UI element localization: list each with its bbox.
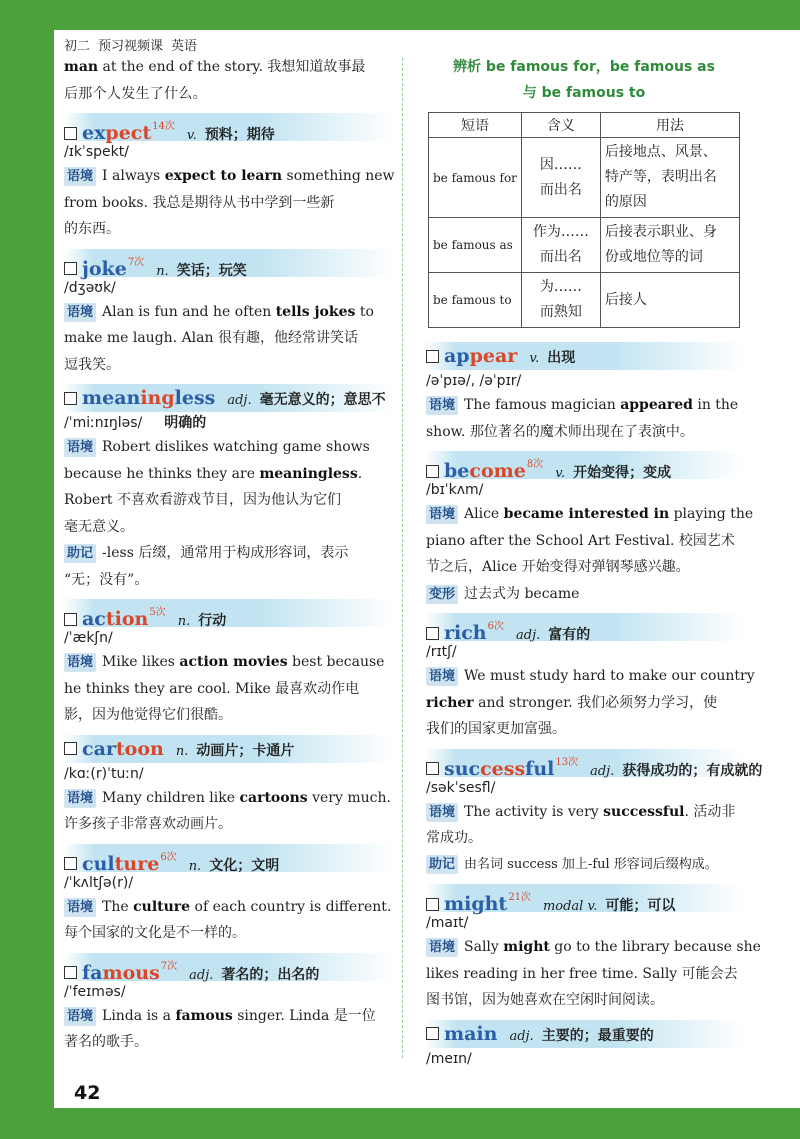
header-course: 预习视频课 <box>98 39 164 54</box>
example-label: 语境 <box>64 789 96 808</box>
memory-line: 助记 -less 后缀，通常用于构成形容词，表示 <box>64 540 394 567</box>
checkbox[interactable] <box>426 627 439 640</box>
headword-row: expect$^{14次}$v. 预料；期待 <box>64 113 394 141</box>
header-subject: 英语 <box>171 39 198 54</box>
column-divider <box>402 58 403 1058</box>
example-line: 语境 The culture of each country is different. <box>64 894 394 921</box>
usage-cell: 后接人 <box>600 273 739 328</box>
headword-row: appear v. 出现 <box>426 342 742 370</box>
phonetic: /səkˈsesfl/ <box>426 779 496 796</box>
checkbox[interactable] <box>64 742 77 755</box>
example-label: 语境 <box>426 667 458 686</box>
page <box>54 30 800 1108</box>
example-line: 语境 Alice became interested in playing the <box>426 501 742 528</box>
entry-successful <box>426 749 763 879</box>
memory-label: 助记 <box>64 544 96 563</box>
example-line: 许多孩子非常喜欢动画片。 <box>64 816 232 832</box>
phonetic: /ˈkʌltʃə(r)/ <box>64 874 134 891</box>
page-header <box>64 35 197 54</box>
example-line: 著名的歌手。 <box>64 1034 148 1050</box>
meaning-cell: 为…… 而熟知 <box>521 273 600 328</box>
example-line: 每个国家的文化是不一样的。 <box>64 925 246 941</box>
entry-famous <box>64 953 394 1056</box>
count-badge: 8次 <box>526 459 544 470</box>
phonetic: /ˈfeɪməs/ <box>64 983 126 1000</box>
checkbox[interactable] <box>426 465 439 478</box>
example-line: 语境 Robert dislikes watching game shows <box>64 434 394 461</box>
entry-main <box>426 1020 742 1070</box>
intro-line: man at the end of the story. 我想知道故事最 <box>64 59 366 75</box>
checkbox[interactable] <box>426 1027 439 1040</box>
entry-rich <box>426 613 755 743</box>
column-header: 含义 <box>521 113 600 138</box>
table-header-row <box>429 113 740 138</box>
example-line: likes reading in her free time. Sally 可能会去 <box>426 965 738 982</box>
example-line: 语境 We must study hard to make our country <box>426 663 742 690</box>
page-number: 42 <box>74 1082 101 1104</box>
checkbox[interactable] <box>64 262 77 275</box>
entry-become <box>426 451 754 607</box>
checkbox[interactable] <box>64 392 77 405</box>
table-row <box>429 138 740 218</box>
phonetic: /kɑː(r)ˈtuːn/ <box>64 765 144 782</box>
example-line: he thinks they are cool. Mike 最喜欢动作电 <box>64 680 360 697</box>
phrase-cell: be famous to <box>429 273 522 328</box>
count-badge: 6次 <box>160 851 177 863</box>
example-line: 图书馆，因为她喜欢在空闲时间阅读。 <box>426 992 664 1008</box>
example-line: 语境 I always expect to learn something new <box>64 163 394 190</box>
checkbox[interactable] <box>64 613 77 626</box>
example-line: 语境 Mike likes action movies best because <box>64 649 394 676</box>
phonetic: /ˈækʃn/ <box>64 630 113 646</box>
example-label: 语境 <box>64 898 96 917</box>
left-column <box>64 54 394 1056</box>
usage-cell: 后接表示职业、身 份或地位等的词 <box>600 218 739 273</box>
headword-row: might$^{21次}$modal v. 可能；可以 <box>426 884 742 912</box>
example-label: 语境 <box>64 167 96 186</box>
phonetic: /ɪkˈspekt/ <box>64 144 129 160</box>
entry-might <box>426 884 761 1014</box>
example-line: 语境 The famous magician appeared in the <box>426 392 742 419</box>
entry-culture <box>64 844 394 947</box>
memory-label: 助记 <box>426 855 458 874</box>
entry-cartoon <box>64 735 394 838</box>
example-label: 语境 <box>426 505 458 524</box>
memory-line: 助记 由名词 success 加上-ful 形容词后缀构成。 <box>426 852 742 879</box>
example-line: make me laugh. Alan 很有趣，他经常讲笑话 <box>64 330 358 346</box>
headword-row: rich$^{6次}$adj. 富有的 <box>426 613 742 641</box>
example-line: piano after the School Art Festival. 校园艺术 <box>426 532 735 549</box>
example-line: 毫无意义。 <box>64 518 134 535</box>
comparison-title: 辨析 be famous for，be famous as <box>453 59 715 75</box>
example-label: 语境 <box>426 938 458 957</box>
comparison-table <box>428 112 740 328</box>
example-line: 影，因为他觉得它们很酷。 <box>64 707 232 723</box>
checkbox[interactable] <box>64 857 77 870</box>
example-line: from books. 我总是期待从书中学到一些新 <box>64 194 335 211</box>
checkbox[interactable] <box>64 966 77 979</box>
phonetic: /bɪˈkʌm/ <box>426 482 484 498</box>
table-row <box>429 218 740 273</box>
phonetic: /rɪtʃ/ <box>426 644 457 660</box>
headword-row: famous$^{7次}$adj. 著名的；出名的 <box>64 953 394 981</box>
headword-row: culture$^{6次}$n. 文化；文明 <box>64 844 394 872</box>
count-badge: 21次 <box>508 892 531 903</box>
example-line: 语境 The activity is very successful. 活动非 <box>426 799 742 826</box>
phonetic: /əˈpɪə/, /əˈpɪr/ <box>426 373 522 389</box>
phrase-cell: be famous for <box>429 138 522 218</box>
table-row <box>429 273 740 328</box>
column-header: 用法 <box>600 113 739 138</box>
example-line: 常成功。 <box>426 830 482 846</box>
phonetic: /maɪt/ <box>426 915 469 931</box>
example-line: 语境 Sally might go to the library because she <box>426 934 742 961</box>
example-label: 语境 <box>64 303 96 322</box>
count-badge: 7次 <box>160 960 178 972</box>
column-header: 短语 <box>429 113 522 138</box>
variation-line: 变形 过去式为 became <box>426 581 742 608</box>
memory-line: “无；没有”。 <box>64 571 149 588</box>
example-line: 节之后，Alice 开始变得对弹钢琴感兴趣。 <box>426 559 690 575</box>
count-badge: 13次 <box>555 756 579 768</box>
entry-expect <box>64 113 394 243</box>
entry-meaningless <box>64 384 394 593</box>
example-label: 语境 <box>64 653 96 672</box>
example-line: 我们的国家更加富强。 <box>426 721 566 737</box>
headword-row: successful$^{13次}$adj. 获得成功的；有成就的 <box>426 749 742 777</box>
example-line: richer and stronger. 我们必须努力学习，使 <box>426 694 718 711</box>
count-badge: 14次 <box>152 121 175 132</box>
phrase-cell: be famous as <box>429 218 522 273</box>
variation-label: 变形 <box>426 585 458 604</box>
checkbox[interactable] <box>426 762 439 775</box>
example-line: 语境 Linda is a famous singer. Linda 是一位 <box>64 1003 394 1030</box>
phonetic: /meɪn/ <box>426 1050 472 1067</box>
meaning-cell: 作为…… 而出名 <box>521 218 600 273</box>
entry-appear <box>426 342 742 445</box>
headword-row: meaningless adj. 毫无意义的；意思不 <box>64 384 394 412</box>
phonetic: /ˈmiːnɪŋləs/ 明确的 <box>64 415 207 431</box>
checkbox[interactable] <box>426 350 439 363</box>
example-label: 语境 <box>64 438 96 457</box>
entry-action <box>64 599 394 729</box>
example-line: 语境 Alan is fun and he often tells jokes to <box>64 299 394 326</box>
headword-row: action$^{5次}$n. 行动 <box>64 599 394 627</box>
entry-joke <box>64 249 394 379</box>
headword-row: cartoon n. 动画片；卡通片 <box>64 735 394 763</box>
phonetic: /dʒəʊk/ <box>64 279 116 296</box>
example-line: 逗我笑。 <box>64 356 120 373</box>
example-label: 语境 <box>64 1007 96 1026</box>
example-line: 的东西。 <box>64 221 120 237</box>
headword-row: main adj. 主要的；最重要的 <box>426 1020 742 1048</box>
count-badge: 5次 <box>149 607 166 618</box>
intro-line: 后那个人发生了什么。 <box>64 85 207 102</box>
example-line: 语境 Many children like cartoons very much. <box>64 785 394 812</box>
example-label: 语境 <box>426 396 458 415</box>
count-badge: 6次 <box>487 621 504 632</box>
example-line: Robert 不喜欢看游戏节目，因为他认为它们 <box>64 492 341 508</box>
example-line: because he thinks they are meaningless. <box>64 465 363 482</box>
headword-row: become$^{8次}$v. 开始变得；变成 <box>426 451 742 479</box>
example-label: 语境 <box>426 803 458 822</box>
meaning-cell: 因…… 而出名 <box>521 138 600 218</box>
checkbox[interactable] <box>64 127 77 140</box>
example-line: show. 那位著名的魔术师出现在了表演中。 <box>426 423 694 440</box>
headword-row: joke$^{7次}$n. 笑话；玩笑 <box>64 249 394 277</box>
right-column <box>426 54 763 1070</box>
header-grade: 初二 <box>64 39 91 54</box>
usage-cell: 后接地点、风景、 特产等，表明出名 的原因 <box>600 138 739 218</box>
comparison-title: 与 be famous to <box>522 85 646 101</box>
count-badge: 7次 <box>127 256 145 268</box>
checkbox[interactable] <box>426 898 439 911</box>
